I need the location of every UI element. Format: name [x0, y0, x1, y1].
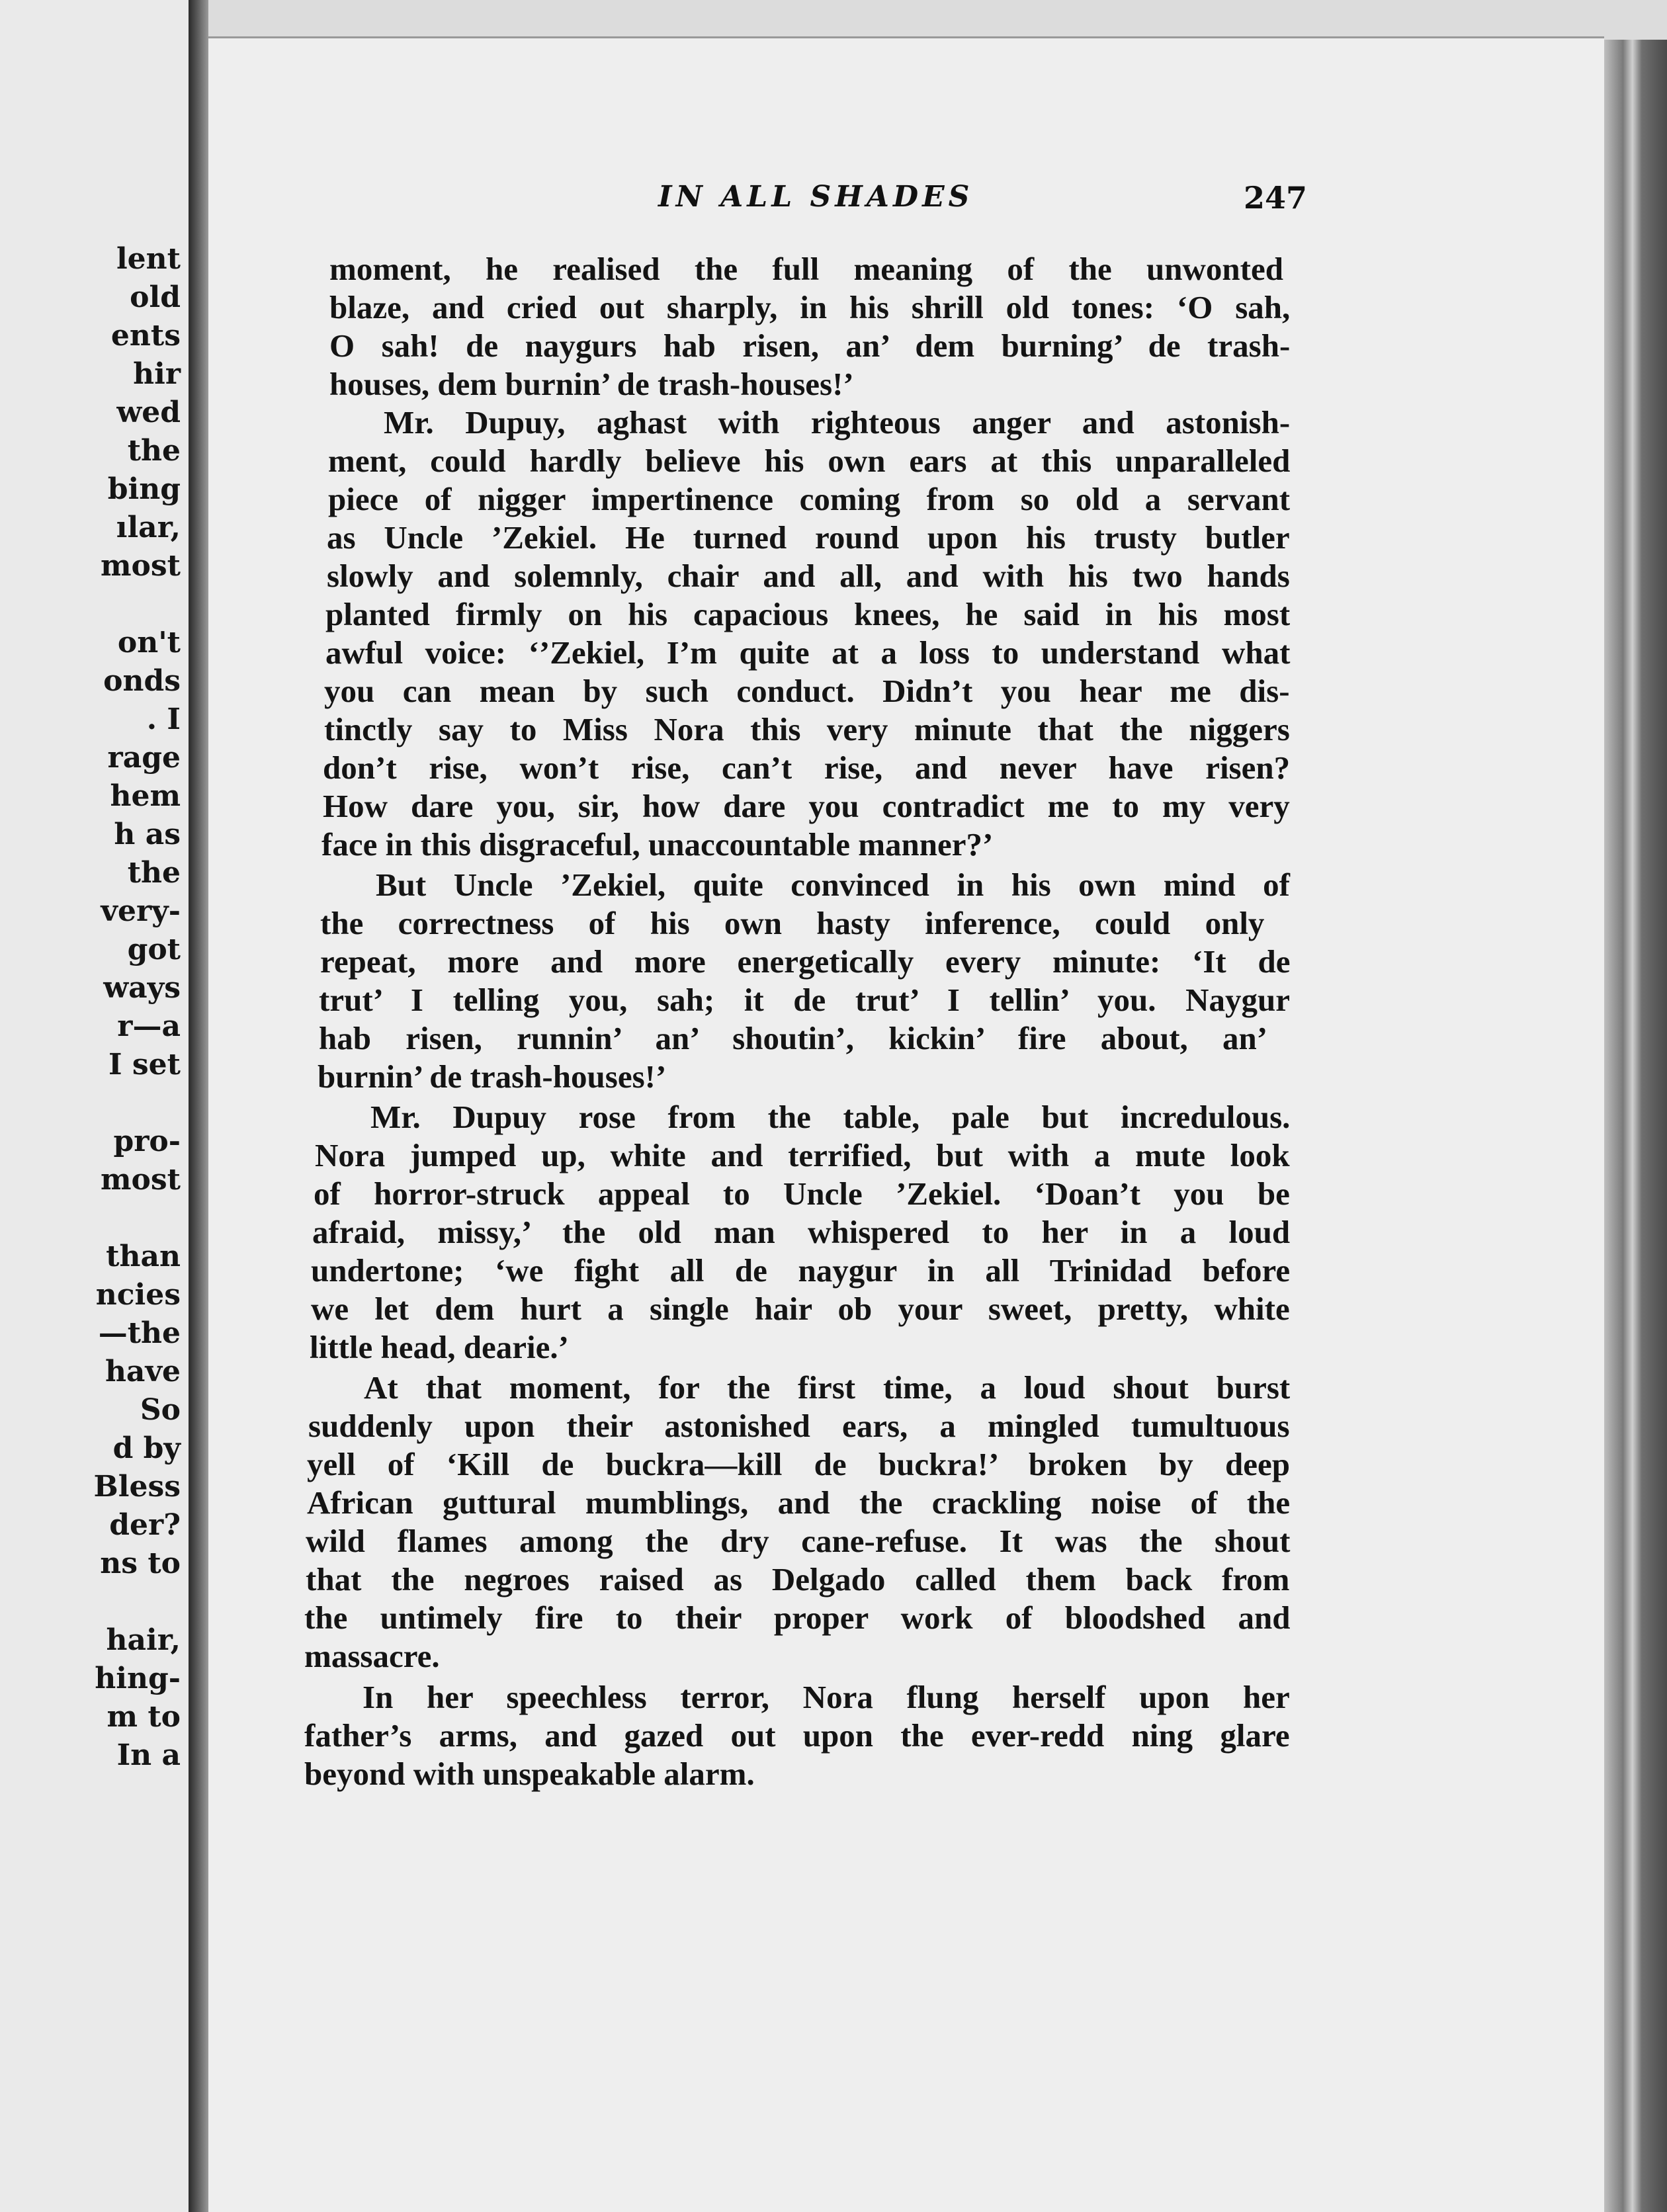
text-line: moment, he realised the full meaning of the unwonted	[329, 251, 1283, 287]
left-page-fragment: old	[130, 280, 181, 314]
text-line: hab risen, runnin’ an’ shoutin’, kickin’ fire about, an’	[319, 1020, 1268, 1056]
text-line: awful voice: ‘’Zekiel, I’m quite at a loss to understand what	[325, 634, 1291, 671]
text-line: O sah! de naygurs hab risen, an’ dem burning’ de trash-	[329, 327, 1291, 364]
text-line: Mr. Dupuy, aghast with righteous anger and astonish-	[384, 404, 1291, 441]
text-line: that the negroes raised as Delgado called them back from	[306, 1561, 1290, 1597]
text-line: beyond with unspeakable alarm.	[304, 1756, 755, 1792]
left-page-fragment: d by	[112, 1431, 181, 1465]
left-page-fragment: hair,	[106, 1623, 181, 1657]
text-line: the untimely fire to their proper work of bloodshed and	[304, 1599, 1291, 1636]
text-line: ment, could hardly believe his own ears at this unparalleled	[328, 443, 1291, 479]
text-line: How dare you, sir, how dare you contradict me to my very	[323, 788, 1290, 824]
text-line: In her speechless terror, Nora flung herself upon her	[363, 1679, 1290, 1715]
text-line: Mr. Dupuy rose from the table, pale but incredulous.	[370, 1099, 1291, 1135]
left-page-fragment: than	[106, 1240, 181, 1273]
text-line: piece of nigger impertinence coming from so old a servant	[328, 481, 1291, 517]
page-edge-stack	[1604, 40, 1667, 2212]
text-line: undertone; ‘we fight all de naygur in all Trinidad before	[311, 1252, 1291, 1289]
text-line: repeat, more and more energetically every minute: ‘It de	[320, 943, 1291, 980]
text-line: burnin’ de trash-houses!’	[318, 1058, 667, 1095]
text-line: the correctness of his own hasty inference, could only	[320, 905, 1265, 941]
text-line: yell of ‘Kill de buckra—kill de buckra!’ broken by deep	[307, 1446, 1291, 1482]
left-page-fragment: have	[105, 1355, 181, 1388]
left-page-fragment: h as	[114, 818, 181, 851]
left-page-fragment: ncies	[95, 1278, 181, 1312]
text-line: face in this disgraceful, unaccountable manner?’	[321, 826, 994, 863]
text-line: as Uncle ’Zekiel. He turned round upon his trusty butler	[327, 519, 1290, 556]
left-page-fragment: most	[101, 1163, 181, 1197]
left-page-fragment: pro-	[113, 1125, 181, 1158]
text-line: But Uncle ’Zekiel, quite convinced in his own mind of	[376, 867, 1290, 903]
text-line: suddenly upon their astonished ears, a mingled tumultuous	[308, 1408, 1290, 1444]
text-line: you can mean by such conduct. Didn’t you hear me dis-	[324, 673, 1290, 709]
left-page-fragment: lent	[116, 242, 181, 276]
text-line: little head, dearie.’	[310, 1329, 569, 1365]
text-line: Nora jumped up, white and terrified, but with a mute look	[315, 1137, 1290, 1173]
left-page-fragment: wed	[116, 396, 181, 429]
left-page-fragment: bing	[107, 472, 181, 506]
text-line: of horror-struck appeal to Uncle ’Zekiel. ‘Doan’t you be	[314, 1175, 1290, 1212]
left-page-fragment: hing-	[95, 1662, 181, 1695]
text-line: massacre.	[304, 1638, 440, 1674]
text-line: we let dem hurt a single hair ob your sweet, pretty, white	[311, 1291, 1290, 1327]
left-page-fragment: der?	[109, 1508, 181, 1542]
left-page-fragment: —the	[98, 1316, 181, 1350]
left-page-fragment: r—a	[117, 1009, 181, 1043]
text-line: houses, dem burnin’ de trash-houses!’	[329, 366, 854, 402]
left-page-fragment: on't	[117, 626, 181, 659]
left-page-fragment: hir	[133, 357, 181, 391]
text-line: blaze, and cried out sharply, in his shrill old tones: ‘O sah,	[329, 289, 1291, 325]
text-line: At that moment, for the first time, a loud shout burst	[364, 1369, 1291, 1406]
text-line: planted firmly on his capacious knees, he said in his most	[325, 596, 1291, 632]
left-page-fragment: ns to	[100, 1547, 181, 1580]
left-page-fragment: So	[140, 1393, 181, 1427]
text-line: don’t rise, won’t rise, can’t rise, and never have risen?	[323, 749, 1291, 786]
text-line: tinctly say to Miss Nora this very minute that the niggers	[324, 711, 1290, 747]
running-title: IN ALL SHADES	[658, 180, 974, 214]
left-facing-page	[0, 0, 189, 2212]
text-line: African guttural mumblings, and the crackling noise of the	[307, 1484, 1291, 1521]
left-page-fragment: I set	[108, 1048, 181, 1082]
left-page-fragment: most	[101, 549, 181, 583]
running-head	[0, 180, 1667, 220]
left-page-fragment: very-	[101, 894, 181, 928]
book-gutter	[189, 0, 208, 2212]
text-line: afraid, missy,’ the old man whispered to her in a loud	[312, 1214, 1291, 1250]
left-page-fragment: ways	[103, 971, 181, 1005]
page-number: 247	[1244, 180, 1308, 216]
left-page-fragment: m to	[107, 1700, 181, 1734]
text-line: father’s arms, and gazed out upon the ever-redd ning glare	[304, 1717, 1290, 1754]
left-page-fragment: onds	[103, 664, 181, 698]
text-line: trut’ I telling you, sah; it de trut’ I tellin’ you. Naygur	[319, 982, 1290, 1018]
left-page-fragment: Bless	[93, 1470, 181, 1504]
left-page-fragment: In a	[116, 1738, 181, 1772]
left-page-fragment: the	[127, 856, 181, 890]
text-line: slowly and solemnly, chair and all, and with his two hands	[327, 558, 1290, 594]
left-page-fragment: ents	[110, 319, 181, 353]
left-page-fragment: the	[127, 434, 181, 468]
left-page-fragment: . I	[146, 702, 181, 736]
left-page-fragment: got	[127, 933, 181, 966]
left-page-fragment: rage	[107, 741, 181, 775]
text-line: wild flames among the dry cane-refuse. It was the shout	[306, 1523, 1291, 1559]
left-page-fragment: ılar,	[116, 511, 181, 544]
left-page-fragment: hem	[110, 779, 181, 813]
